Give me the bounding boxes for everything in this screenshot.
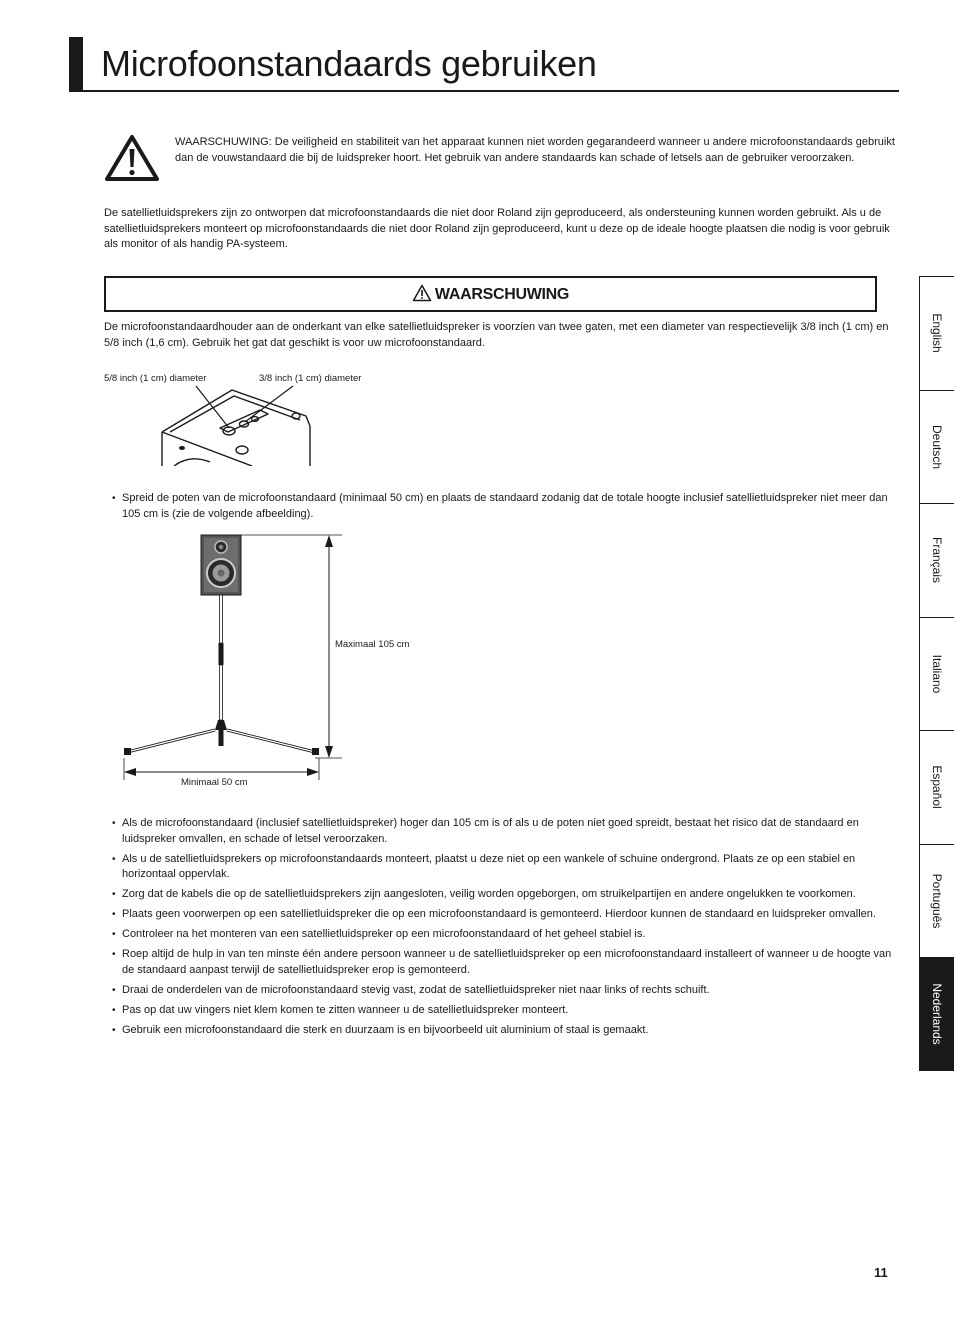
tab-deutsch[interactable] bbox=[919, 390, 954, 504]
safety-bullet-list bbox=[104, 816, 894, 1043]
list-item: • Zorg dat de kabels die op de satellietluidsprekers zijn aangesloten, veilig worden opgeborgen, om struikelpartijen en andere ongelukken te voorkomen. bbox=[104, 887, 894, 903]
list-item: • Spreid de poten van de microfoonstandaard (minimaal 50 cm) en plaats de standaard zodanig dat de totale hoogte inclusief satellietluidspreker niet meer dan 105 cm is (zie de volgende afbeelding). bbox=[104, 491, 894, 522]
tab-label: English bbox=[930, 313, 944, 353]
warning-heading: WAARSCHUWING bbox=[434, 286, 570, 303]
warning-heading-box bbox=[104, 276, 877, 312]
warning-small-icon bbox=[412, 284, 432, 302]
height-label: Maximaal 105 cm bbox=[335, 639, 410, 650]
stand-dimensions-illustration bbox=[115, 530, 445, 800]
page-number: 11 bbox=[874, 1265, 888, 1280]
list-item: • Als de microfoonstandaard (inclusief satellietluidspreker) hoger dan 105 cm is of als u de poten niet goed spreidt, bestaat het risico dat de standaard en luidspreker omvallen, en schade of letsel veroorzaken. bbox=[104, 816, 894, 847]
tab-espanol[interactable] bbox=[919, 730, 954, 844]
first-bullet-list bbox=[104, 491, 894, 522]
tab-label: Italiano bbox=[930, 654, 944, 694]
tab-portugues[interactable] bbox=[919, 844, 954, 958]
list-item: • Controleer na het monteren van een satellietluidspreker op een microfoonstandaard of het geheel stabiel is. bbox=[104, 927, 894, 943]
warning-triangle-icon bbox=[104, 133, 160, 183]
list-item: • Roep altijd de hulp in van ten minste één andere persoon wanneer u de satellietluidspreker op een microfoonstandaard installeert of wanneer u de hoogte van de standaard aanpast terwijl de satellietluidspreker erop is gemonteerd. bbox=[104, 947, 894, 978]
tab-label: Nederlands bbox=[930, 983, 944, 1045]
intro-paragraph: De satellietluidsprekers zijn zo ontworpen dat microfoonstandaards die niet door Roland zijn geproduceerd, als ondersteuning kunnen worden gebruikt. Als u de satellietluidsprekers monteert op microfoonstandaards die niet door Roland zijn geproduceerd, kunt u deze op de ideale hoogte plaatsen die nodig is voor gebruik als monitor of als handig PA-systeem. bbox=[104, 207, 890, 250]
title-accent-block bbox=[69, 37, 83, 90]
tab-italiano[interactable] bbox=[919, 617, 954, 731]
title-bar bbox=[69, 37, 899, 92]
list-item: • Pas op dat uw vingers niet klem komen te zitten wanneer u de satellietluidspreker monteert. bbox=[104, 1003, 894, 1019]
width-label: Minimaal 50 cm bbox=[181, 777, 248, 788]
list-item: • Gebruik een microfoonstandaard die sterk en duurzaam is en bijvoorbeeld uit aluminium of staal is gemaakt. bbox=[104, 1023, 894, 1039]
tab-label: Deutsch bbox=[930, 424, 944, 469]
list-item: • Draai de onderdelen van de microfoonstandaard stevig vast, zodat de satellietluidspreker niet naar links of rechts schuift. bbox=[104, 983, 894, 999]
holder-paragraph: De microfoonstandaardhouder aan de onderkant van elke satellietluidspreker is voorzien van twee gaten, met een diameter van respectievelijk 3/8 inch (1 cm) en 5/8 inch (1,6 cm). Gebruik het gat dat geschikt is voor uw microfoonstandaard. bbox=[104, 321, 889, 349]
page-title: Microfoonstandaards gebruiken bbox=[101, 43, 597, 84]
figure1-label-right: 3/8 inch (1 cm) diameter bbox=[259, 373, 362, 384]
tab-label: Español bbox=[930, 765, 944, 809]
language-tabs bbox=[919, 276, 954, 1071]
tab-label: Français bbox=[930, 537, 944, 584]
top-warning-text: WAARSCHUWING: De veiligheid en stabiliteit van het apparaat kunnen niet worden gegarandeerd wanneer u andere microfoonstandaards gebruikt dan de vouwstandaard die bij de luidspreker hoort. Het gebruik van andere standaards kan schade of letsels aan de gebruiker veroorzaken. bbox=[175, 136, 895, 164]
figure1-label-left: 5/8 inch (1 cm) diameter bbox=[104, 373, 207, 384]
list-item: • Plaats geen voorwerpen op een satellietluidspreker die op een microfoonstandaard is gemonteerd. Hierdoor kunnen de standaard en luidspreker omvallen. bbox=[104, 907, 894, 923]
tab-english[interactable] bbox=[919, 276, 954, 390]
tab-label: Português bbox=[930, 873, 944, 929]
list-item: • Als u de satellietluidsprekers op microfoonstandaards monteert, plaatst u deze niet op een wankele of schuine ondergrond. Plaats ze op een stabiel en horizontaal oppervlak. bbox=[104, 852, 894, 883]
tab-nederlands[interactable] bbox=[919, 957, 954, 1071]
tab-francais[interactable] bbox=[919, 503, 954, 617]
speaker-bottom-illustration bbox=[160, 380, 330, 466]
